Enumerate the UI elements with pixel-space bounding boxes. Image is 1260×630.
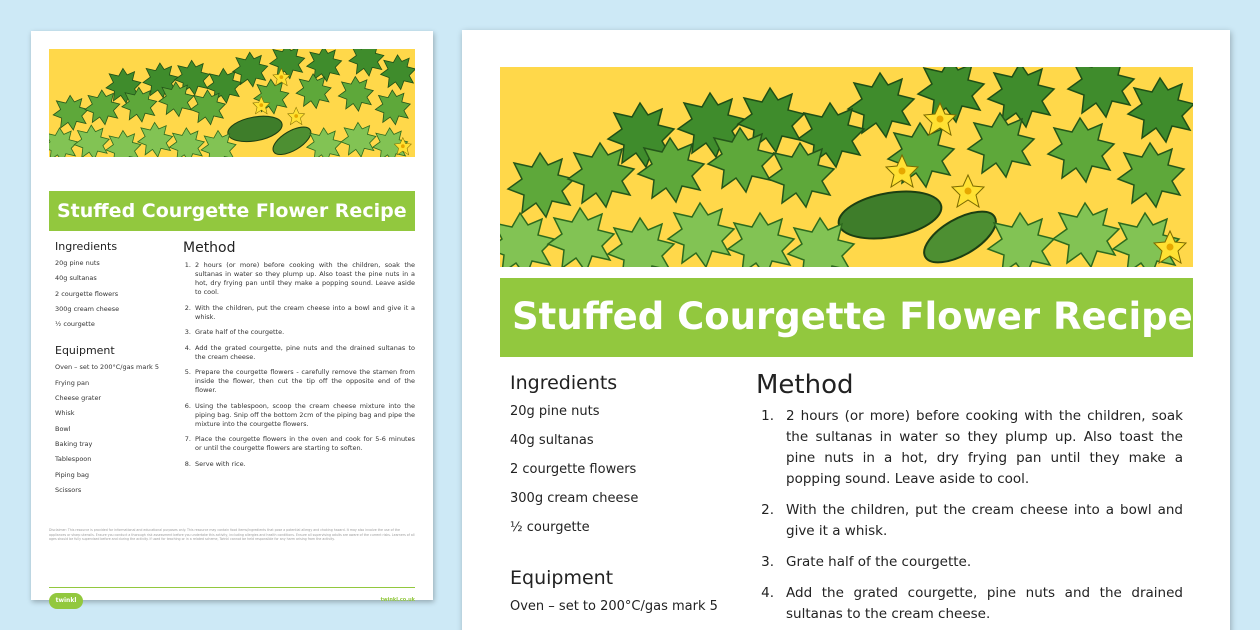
list-item: Bowl bbox=[55, 424, 71, 433]
footer-url: twinkl.co.uk bbox=[380, 597, 415, 603]
list-item: Baking tray bbox=[55, 439, 93, 448]
ingredients-column bbox=[55, 240, 175, 500]
method-column bbox=[183, 240, 415, 475]
ingredients-heading: Ingredients bbox=[510, 372, 618, 394]
list-item: Oven – set to 200°C/gas mark 5 bbox=[510, 599, 718, 614]
equipment-heading: Equipment bbox=[55, 344, 115, 358]
list-item: Scissors bbox=[55, 485, 82, 494]
list-item: Cheese grater bbox=[55, 394, 102, 403]
method-step: 1. 2 hours (or more) before cooking with the children, soak the sultanas in water so they plump up. Also toast the pine nuts in a hot, dry frying pan until they make a popping sound. Leave aside to cool. bbox=[184, 261, 415, 296]
method-heading: Method bbox=[183, 240, 236, 256]
courgette-banner-illustration bbox=[49, 49, 415, 157]
method-step: 8. Serve with rice. bbox=[184, 459, 246, 468]
method-heading: Method bbox=[756, 370, 854, 400]
recipe-title: Stuffed Courgette Flower Recipe bbox=[49, 191, 415, 231]
list-item: Piping bag bbox=[55, 470, 90, 479]
method-list bbox=[756, 406, 1183, 625]
method-step: 5. Prepare the courgette flowers - carefully remove the stamen from inside the flower, then cut the tip off the opposite end of the flower. bbox=[184, 368, 415, 394]
ingredients-list bbox=[55, 258, 175, 334]
method-step: 4. Add the grated courgette, pine nuts and the drained sultanas to the cream cheese. bbox=[761, 585, 1183, 622]
equipment-list bbox=[510, 598, 730, 627]
list-item: 20g pine nuts bbox=[55, 259, 100, 267]
ingredients-heading: Ingredients bbox=[55, 240, 118, 253]
method-step: 3. Grate half of the courgette. bbox=[184, 328, 285, 336]
method-step: 7. Place the courgette flowers in the oven and cook for 5-6 minutes or until the courgette flowers are starting to soften. bbox=[184, 435, 415, 452]
list-item: 2 courgette flowers bbox=[510, 462, 637, 477]
twinkl-logo-icon: twinkl bbox=[49, 593, 83, 609]
method-step: 2. With the children, put the cream cheese into a bowl and give it a whisk. bbox=[761, 502, 1183, 539]
footer-divider bbox=[49, 587, 415, 588]
method-step: 3. Grate half of the courgette. bbox=[761, 554, 972, 570]
equipment-list bbox=[55, 362, 175, 500]
recipe-sheet-zoomed bbox=[462, 30, 1230, 630]
list-item: Tablespoon bbox=[55, 455, 92, 464]
list-item: Frying pan bbox=[55, 378, 90, 387]
list-item: Oven – set to 200°C/gas mark 5 bbox=[55, 363, 159, 372]
method-step: 6. Using the tablespoon, scoop the cream cheese mixture into the piping bag. Snip off the bottom 2cm of the piping bag and pipe the mixture into the courgette flowers. bbox=[184, 401, 415, 428]
courgette-banner-illustration bbox=[500, 67, 1193, 267]
equipment-heading: Equipment bbox=[510, 567, 614, 589]
list-item: 40g sultanas bbox=[55, 274, 97, 283]
list-item: ½ courgette bbox=[55, 320, 95, 329]
recipe-sheet-thumbnail bbox=[31, 31, 433, 604]
method-step: 4. Add the grated courgette, pine nuts and the drained sultanas to the cream cheese. bbox=[184, 343, 415, 361]
recipe-title: Stuffed Courgette Flower Recipe bbox=[500, 278, 1193, 357]
disclaimer-text: Disclaimer: This resource is provided for informational and educational purposes only. This resource may contain food items/ingredients that pose a potential allergy and choking hazard. It may also involve the use of the appliances or sharp utensils. Ensure you conduct a thorough risk assessment before you undertake this activity, including allergies and health conditions. Ensure all supervising adults are aware of the current risks. Learners of all ages should be fully supervised before and during the activity. If used for teaching or in a related scheme, Twinkl cannot be held responsible for any harm arising from the activity. bbox=[49, 528, 415, 541]
method-step: 1. 2 hours (or more) before cooking with the children, soak the sultanas in water so they plump up. Also toast the pine nuts in a hot, dry frying pan until they make a popping sound. Leave aside to cool. bbox=[761, 408, 1183, 487]
list-item: ½ courgette bbox=[510, 520, 590, 535]
list-item: 40g sultanas bbox=[510, 433, 594, 448]
method-list bbox=[183, 261, 415, 469]
list-item: 20g pine nuts bbox=[510, 404, 600, 419]
method-column bbox=[756, 370, 1183, 630]
list-item: 300g cream cheese bbox=[55, 304, 120, 313]
list-item: 2 courgette flowers bbox=[55, 289, 119, 298]
list-item: Whisk bbox=[55, 409, 75, 418]
ingredients-column bbox=[510, 370, 730, 627]
courgette-plant-icon bbox=[49, 49, 415, 157]
list-item: 300g cream cheese bbox=[510, 491, 639, 506]
method-step: 2. With the children, put the cream cheese into a bowl and give it a whisk. bbox=[184, 303, 415, 321]
courgette-plant-icon bbox=[500, 67, 1193, 267]
ingredients-list bbox=[510, 403, 730, 548]
